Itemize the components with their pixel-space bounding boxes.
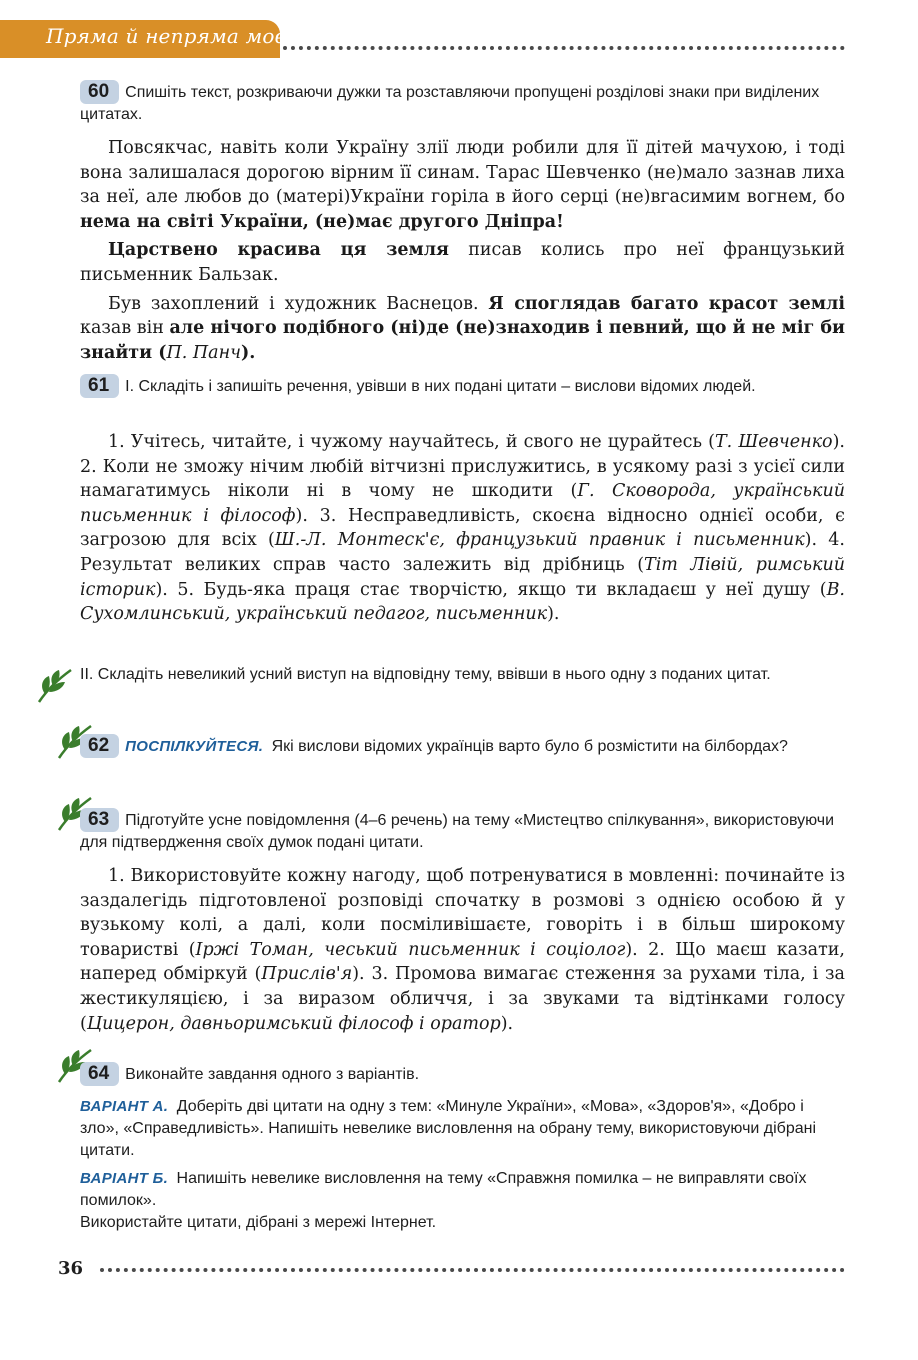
task-64-instruction [80,1062,845,1086]
task-63-text [80,864,845,1036]
task-instruction: Виконайте завдання одного з варіантів. [125,1066,420,1083]
task-instruction: Спишіть текст, розкриваючи дужки та розставляючи пропущені розділові знаки при виділених цитатах. [80,84,820,123]
variant-a-label: ВАРІАНТ А. [80,1098,169,1115]
page-number: 36 [58,1258,84,1279]
variant-a-text: Доберіть дві цитати на одну з тем: «Минуле України», «Мова», «Здоров'я», «Добро і зло», «Справедливість». Напишіть невелике висловлення на обрану тему, використовуючи дібрані цитати. [80,1098,817,1159]
paragraph: Повсякчас, навіть коли Україну злії люди робили для її дітей мачухою, і тоді вона залишалася дорогою вірним її синам. Тарас Шевченко (не)мало зазнав лиха за неї, але любов до (матері)України горіла в його серці (не)вгасимим вогнем, бо нема на світі України, (не)має другого Дніпра! [80,138,845,232]
task-instruction: І. Складіть і запишіть речення, увівши в них подані цитати – вислови відомих людей. [125,378,756,395]
variant-b [80,1168,845,1212]
task-61-instruction [80,374,845,398]
task-number-badge: 63 [80,808,119,832]
variant-a [80,1096,845,1162]
variant-b-label: ВАРІАНТ Б. [80,1170,169,1187]
communicate-label: ПОСПІЛКУЙТЕСЯ. [125,738,264,755]
paragraph: Був захоплений і художник Васнецов. Я споглядав багато красот землі казав він але нічого подібного (ні)де (не)знаходив і певний, що й не міг би знайти (П. Панч). [80,293,846,363]
task-61-text [80,430,845,627]
paragraph: 1. Використовуйте кожну нагоду, щоб потренуватися в мовленні: починайте із заздалегідь підготовленої розповіді спочатку в розмові з однією особою й у вузькому колі, а далі, коли посміливішаєте, говоріть і в більш широкому товаристві (Іржі Томан, чеський письменник і соціолог). 2. Що маєш казати, наперед обміркуй (Прислів'я). 3. Промова вимагає стеження за рухами тіла, і за жестикуляцією, і за виразом обличчя, і за звуками та відтінками голосу (Цицерон, давньоримський філософ і оратор). [80,866,845,1034]
variant-b-extra: Використайте цитати, дібрані з мережі Інтернет. [80,1214,437,1231]
task-63-instruction [80,808,845,854]
task-number-badge: 61 [80,374,119,398]
task-60-text [80,136,845,365]
task-60-instruction [80,80,845,126]
variant-b-text: Напишіть невелике висловлення на тему «Справжня помилка – не виправляти своїх помилок». [80,1170,807,1209]
paragraph: Царствено красива ця земля писав колись про неї французький письменник Бальзак. [80,240,846,285]
leaf-icon [35,666,75,706]
header-title: Пряма й непряма мова [46,24,299,48]
header-dots [283,46,845,50]
task-instruction: Які вислови відомих українців варто було б розмістити на білбордах? [267,738,788,755]
footer-dots [100,1268,845,1272]
task-number-badge: 60 [80,80,119,104]
paragraph: 1. Учітесь, читайте, і чужому научайтесь, й свого не цурайтесь (Т. Шевченко). 2. Коли не зможу нічим любій вітчизні прислужитись, в усякому разі з усієї сили намагатимусь ніколи ні в чому не шкодити (Г. Сковорода, український письменник і філософ). 3. Несправедливість, скоєна відносно однієї особи, є загрозою для всіх (Ш.-Л. Монтеск'є, французький правник і письменник). 4. Результат великих справ часто залежить від дрібниць (Тіт Лівій, римський історик). 5. Будь-яка праця стає творчістю, якщо ти вкладаєш у неї душу (В. Сухомлинський, український педагог, письменник). [80,432,846,625]
task-instruction: Підготуйте усне повідомлення (4–6 речень) на тему «Мистецтво спілкування», використовуючи для підтвердження своїх думок подані цитати. [80,812,835,851]
task-61-instruction-2: ІІ. Складіть невеликий усний виступ на відповідну тему, ввівши в нього одну з поданих цитат. [80,666,771,683]
task-62-instruction [80,734,845,758]
task-number-badge: 62 [80,734,119,758]
task-number-badge: 64 [80,1062,119,1086]
